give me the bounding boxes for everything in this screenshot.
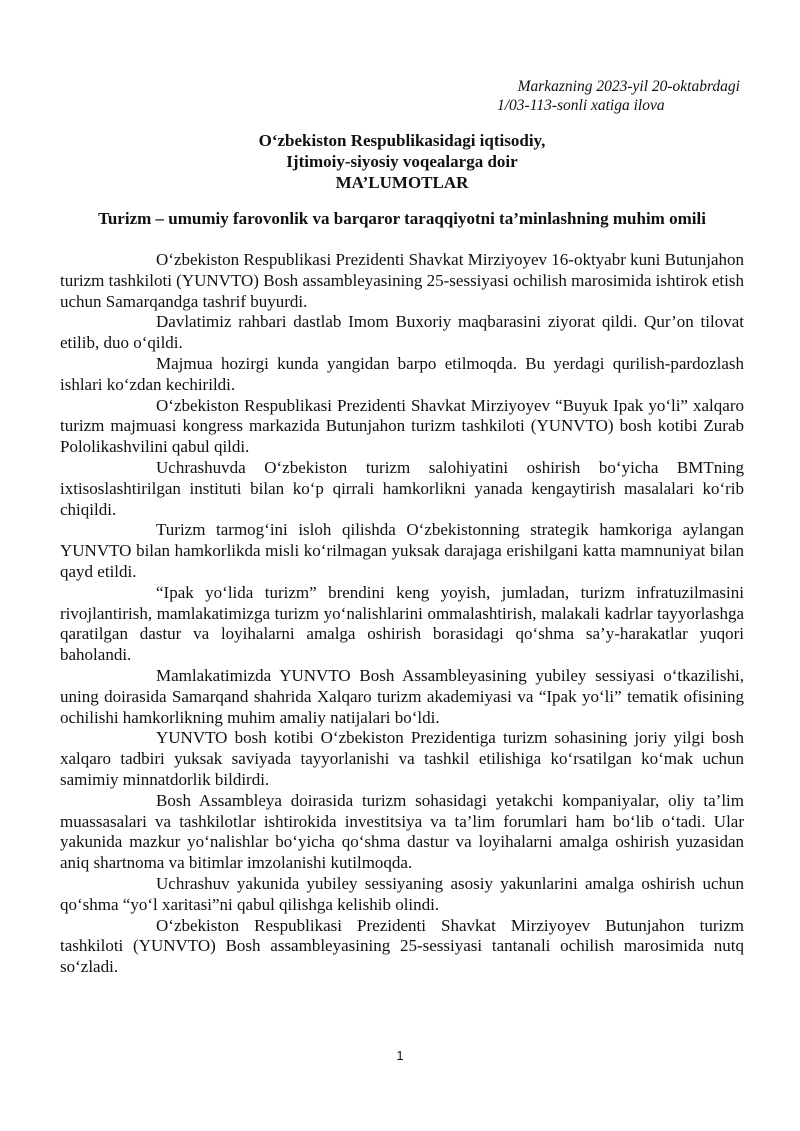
paragraph: O‘zbekiston Respublikasi Prezidenti Shavkat Mirziyoyev 16-oktyabr kuni Butunjahon turizm tashkiloti (YUNVTO) Bosh assambleyasining 25-sessiyasi ochilish marosimida ishtirok etish uchun Samarqandga tashrif buyurdi. xyxy=(60,250,744,311)
paragraph: YUNVTO bosh kotibi O‘zbekiston Prezidentiga turizm sohasining joriy yilgi bosh xalqaro tadbiri yuksak saviyada tayyorlanishi va tashkil etilishiga ko‘rsatilgan ko‘mak uchun samimiy minnatdorlik bildirdi. xyxy=(60,728,744,789)
paragraph: Turizm tarmog‘ini isloh qilishda O‘zbekistonning strategik hamkoriga aylangan YUNVTO bilan hamkorlikda misli ko‘rilmagan yuksak darajaga erishilgani katta mamnuniyat bilan qayd etildi. xyxy=(60,520,744,581)
paragraph: Davlatimiz rahbari dastlab Imom Buxoriy maqbarasini ziyorat qildi. Qur’on tilovat etilib, duo o‘qildi. xyxy=(60,312,744,353)
paragraph: Bosh Assambleya doirasida turizm sohasidagi yetakchi kompaniyalar, oliy ta’lim muassasalari va tashkilotlar ishtirokida investitsiya va ta’lim forumlari ham bo‘lib o‘tadi. Ular yakunida mazkur yo‘nalishlar bo‘yicha qo‘shma dastur va loyihalarni amalga oshirish yuzasidan aniq shartnoma va bitimlar imzolanishi kutilmoqda. xyxy=(60,790,744,873)
page-number: 1 xyxy=(396,1048,404,1063)
paragraph: Uchrashuv yakunida yubiley sessiyaning asosiy yakunlarini amalga oshirish uchun qo‘shma “yo‘l xaritasi”ni qabul qilishga kelishib olindi. xyxy=(60,873,744,914)
heading-line-3: MA’LUMOTLAR xyxy=(335,173,469,192)
annex-line-number: 1/03-113-sonli xatiga ilova xyxy=(497,97,665,114)
paragraph: Mamlakatimizda YUNVTO Bosh Assambleyasining yubiley sessiyasi o‘tkazilishi, uning doirasida Samarqand shahrida Xalqaro turizm akademiyasi va “Ipak yo‘li” tematik ofisining ochilishi hamkorlikning muhim amaliy natijalari bo‘ldi. xyxy=(60,665,744,727)
heading-line-1: O‘zbekiston Respublikasidagi iqtisodiy, xyxy=(258,131,546,150)
paragraph: O‘zbekiston Respublikasi Prezidenti Shavkat Mirziyoyev Butunjahon turizm tashkiloti (YUNVTO) Bosh assambleyasining 25-sessiyasi tantanali ochilish marosimida nutq so‘zladi. xyxy=(60,915,744,977)
paragraph: Uchrashuvda O‘zbekiston turizm salohiyatini oshirish bo‘yicha BMTning ixtisoslashtirilgan instituti bilan ko‘p qirrali hamkorlikni yanada kengaytirish masalalari ko‘rib chiqildi. xyxy=(60,457,744,519)
heading-line-2: Ijtimoiy-siyosiy voqealarga doir xyxy=(286,152,518,171)
annex-line-date: Markazning 2023-yil 20-oktabrdagi xyxy=(517,78,740,95)
document-heading xyxy=(60,130,744,193)
article-body xyxy=(60,250,744,978)
paragraph: Majmua hozirgi kunda yangidan barpo etilmoqda. Bu yerdagi qurilish-pardozlash ishlari ko‘zdan kechirildi. xyxy=(60,353,744,394)
article-title: Turizm – umumiy farovonlik va barqaror taraqqiyotni ta’minlashning muhim omili xyxy=(98,209,706,228)
annex-note xyxy=(440,77,740,115)
paragraph: O‘zbekiston Respublikasi Prezidenti Shavkat Mirziyoyev “Buyuk Ipak yo‘li” xalqaro turizm majmuasi kongress markazida Butunjahon turizm tashkiloti (YUNVTO) bosh kotibi Zurab Pololikashvilini qabul qildi. xyxy=(60,395,744,457)
paragraph: “Ipak yo‘lida turizm” brendini keng yoyish, jumladan, turizm infratuzilmasini rivojlantirish, mamlakatimizga turizm yo‘nalishlarini ommalashtirish, malakali kadrlar tayyorlashga qaratilgan dastur va loyihalarni amalga oshirish borasidagi qo‘shma sa’y-harakatlar yuqori baholandi. xyxy=(60,582,744,665)
